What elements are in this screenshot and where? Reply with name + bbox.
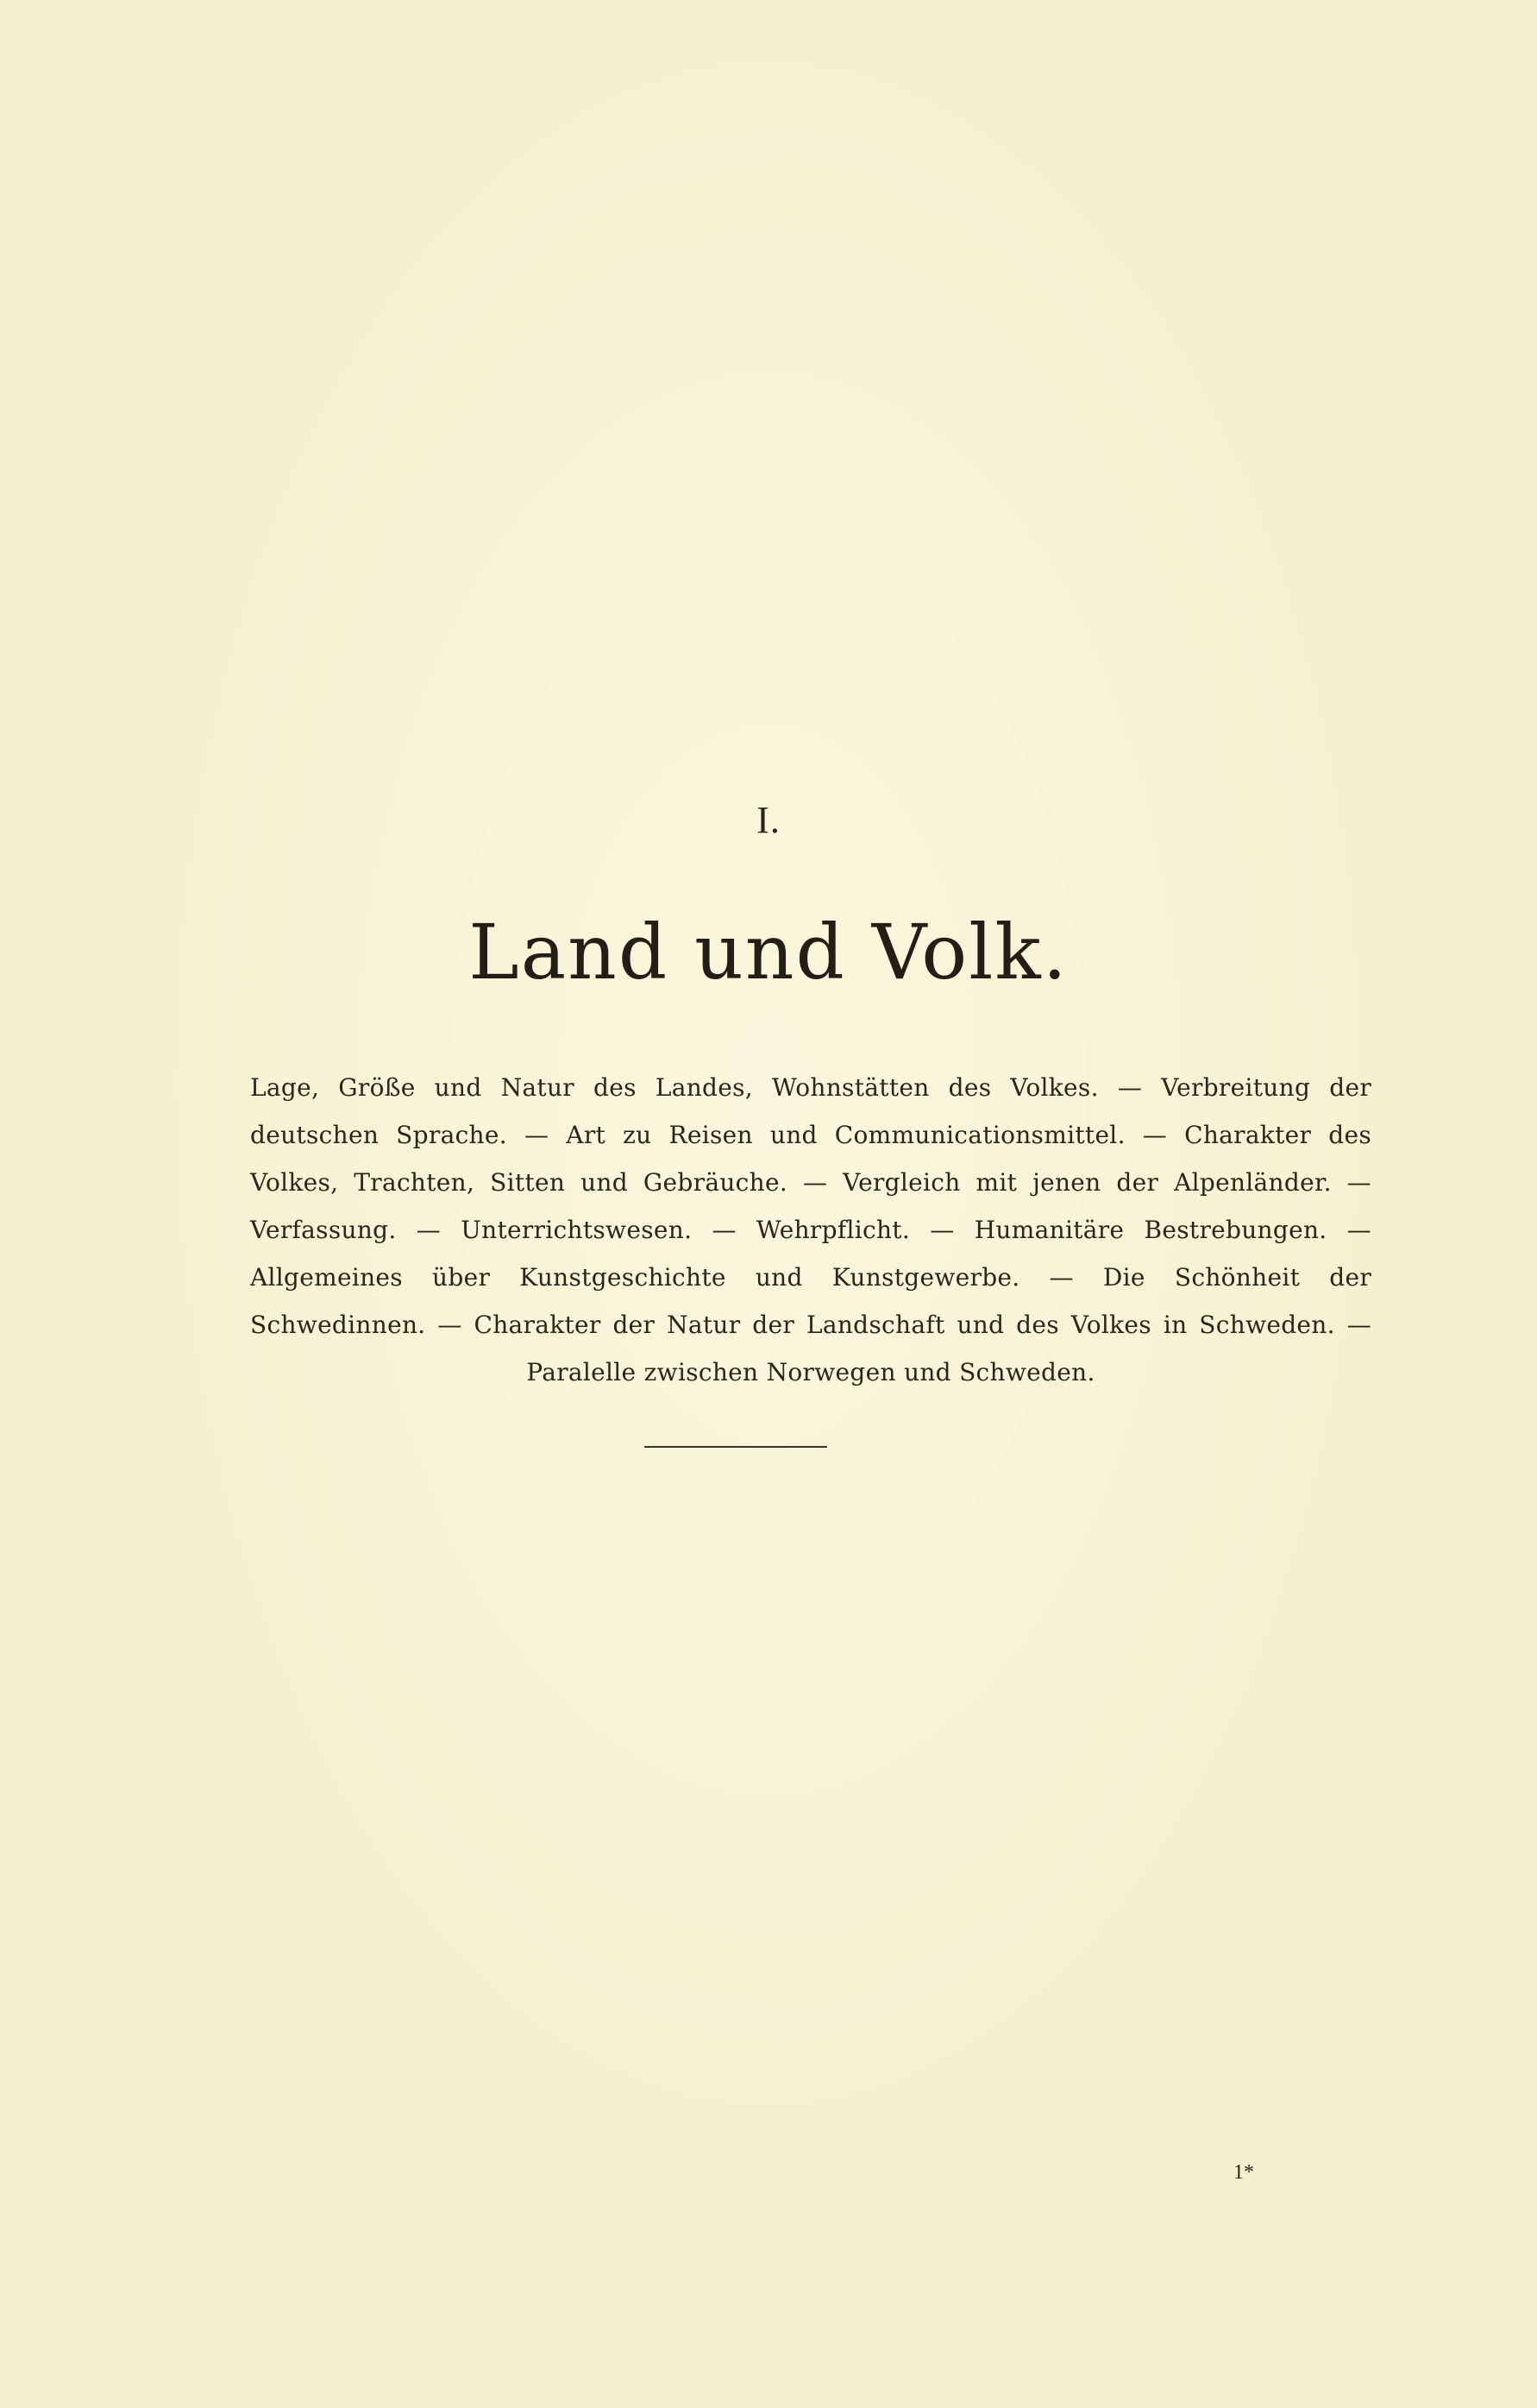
section-divider bbox=[644, 1446, 827, 1448]
chapter-number: I. bbox=[756, 799, 781, 841]
page-number: 1* bbox=[1233, 2161, 1254, 2184]
chapter-title: Land und Volk. bbox=[468, 908, 1069, 997]
chapter-summary: Lage, Größe und Natur des Landes, Wohnstätten des Volkes. — Verbreitung der deutschen Sprache. — Art zu Reisen und Communicationsmittel. — Charakter des Volkes, Trachten, Sitten und Gebräuche. — Vergleich mit jenen der Alpenländer. — Verfassung. — Unterrichtswesen. — Wehrpflicht. — Humanitäre Bestrebungen. — Allgemeines über Kunstgeschichte und Kunstgewerbe. — Die Schönheit der Schwedinnen. — Charakter der Natur der Landschaft und des Volkes in Schweden. — Paralelle zwischen Norwegen und Schweden. bbox=[250, 1073, 1371, 1386]
